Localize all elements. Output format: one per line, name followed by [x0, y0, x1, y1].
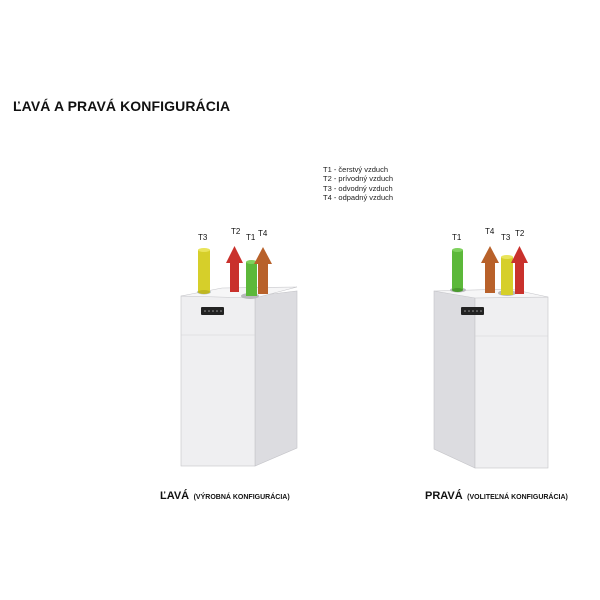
legend-item-t4: T4 - odpadný vzduch	[323, 192, 394, 202]
left-cabinet-front	[181, 296, 255, 466]
right-caption-main: PRAVÁ	[425, 490, 463, 502]
right-t2-supply-arrow	[515, 262, 524, 294]
right-t1-fresh-duct	[452, 250, 463, 290]
right-caption-sub: (VOLITEĽNÁ KONFIGURÁCIA)	[467, 494, 568, 501]
left-t2-supply-arrow	[230, 262, 239, 292]
right-label-t2: T2	[515, 229, 525, 238]
right-configuration-caption	[425, 486, 568, 504]
left-label-t1: T1	[246, 233, 256, 242]
left-unit	[181, 227, 297, 466]
page-title: ĽAVÁ A PRAVÁ KONFIGURÁCIA	[13, 98, 231, 114]
legend-item-t3: T3 - odvodný vzduch	[323, 183, 393, 193]
right-label-t3: T3	[501, 233, 511, 242]
left-label-t4: T4	[258, 229, 268, 238]
right-label-t1: T1	[452, 233, 462, 242]
right-cabinet-front	[475, 297, 548, 468]
right-unit	[434, 227, 548, 468]
left-cabinet-side	[255, 291, 297, 466]
left-caption-main: ĽAVÁ	[160, 490, 190, 502]
right-t4-exhaust-arrow	[485, 262, 495, 293]
left-t3-extract-duct	[198, 250, 210, 292]
left-label-t3: T3	[198, 233, 208, 242]
right-cabinet-side	[434, 291, 475, 468]
legend-item-t2: T2 - prívodný vzduch	[323, 174, 394, 184]
legend-item-t1: T1 - čerstvý vzduch	[323, 165, 389, 174]
left-t4-exhaust-arrow	[258, 263, 268, 294]
left-t1-fresh-duct	[246, 262, 257, 296]
left-caption-sub: (VÝROBNÁ KONFIGURÁCIA)	[193, 494, 290, 501]
right-label-t4: T4	[485, 227, 495, 236]
left-label-t2: T2	[231, 227, 241, 236]
left-configuration-caption	[160, 486, 290, 504]
